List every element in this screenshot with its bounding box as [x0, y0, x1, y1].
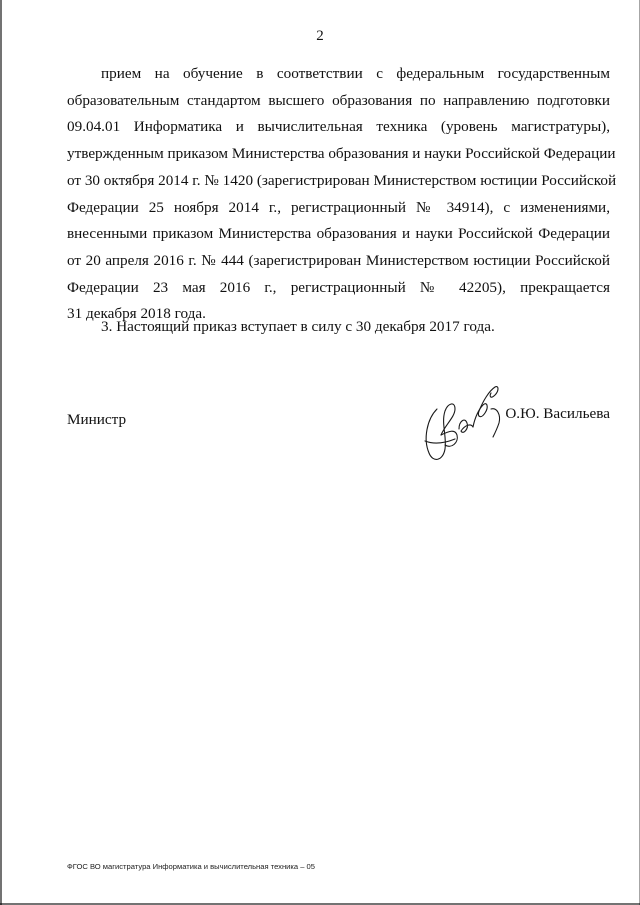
handwritten-signature — [415, 379, 505, 471]
paragraph-line: от 20 апреля 2016 г. № 444 (зарегистрирован Министерством юстиции Российской — [67, 251, 610, 269]
paragraph-line: внесенными приказом Министерства образования и науки Российской Федерации — [67, 225, 610, 243]
paragraph-effective-date: 3. Настоящий приказ вступает в силу с 30 декабря 2017 года. — [101, 318, 495, 335]
page-number: 2 — [316, 28, 324, 44]
scan-edge-left — [0, 0, 2, 905]
position-title: Министр — [67, 411, 127, 428]
paragraph-line: образовательным стандартом высшего образования по направлению подготовки — [67, 91, 610, 109]
paragraph-line: Федерации 25 ноября 2014 г., регистрационный № 34914), с изменениями, — [67, 198, 610, 216]
footer-note: ФГОС ВО магистратура Информатика и вычислительная техника – 05 — [67, 862, 315, 871]
paragraph-line: прием на обучение в соответствии с федеральным государственным — [101, 65, 610, 82]
signature-block — [67, 405, 610, 475]
paragraph-line: 09.04.01 Информатика и вычислительная техника (уровень магистратуры), — [67, 118, 610, 136]
paragraph-line: Федерации 23 мая 2016 г., регистрационный № 42205), прекращается — [67, 278, 610, 296]
signatory-name: О.Ю. Васильева — [505, 405, 610, 422]
paragraph-continuation — [67, 61, 617, 328]
paragraph-line: утвержденным приказом Министерства образования и науки Российской Федерации — [67, 145, 616, 163]
paragraph-line: от 30 октября 2014 г. № 1420 (зарегистрирован Министерством юстиции Российской — [67, 171, 617, 189]
paragraph-line: 31 декабря 2018 года. — [67, 305, 206, 323]
